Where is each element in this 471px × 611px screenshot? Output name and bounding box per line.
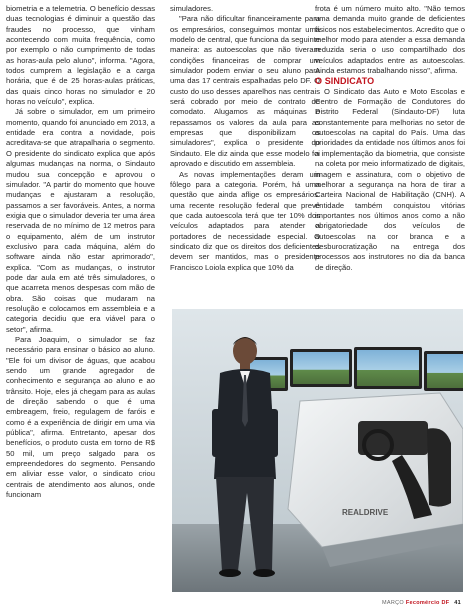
paragraph: simuladores.	[170, 4, 214, 13]
page-footer	[382, 600, 461, 606]
paragraph: Já sobre o simulador, em um primeiro momento, quando foi anunciado em 2013, a entidade era contra a novidade, pois acreditava-se que atrapalharia o segmento. O presidente do sindicato explica que após algumas mudanças na norma, o Sindauto mudou sua concepção e aprovou o simulador. "A partir do momento que houve mudanças e ajustaram a resolução, passamos a ser favoráveis. Antes, a norma exigia que o simulador deveria ter uma área reservada de no mínimo de 12 metros para o equipamento, além de um instrutor exclusivo para cada máquina, além do software ainda não estar aprimorado", explica. "Com as mudanças, o instrutor pode dar aula em até três simuladores, o que acarreta menos despesas com mão de obra. São coisas que mudaram na resolução e colocamos em assembleia e a categoria decidiu que era viável para o setor", afirma.	[6, 107, 155, 334]
paragraph: Para Joaquim, o simulador se faz necessário para ensinar o básico ao aluno. "Ele foi um divisor de águas, que acabou sendo um grande agregador de conhecimento e segurança ao aluno e ao trânsito. Hoje, eles já chegam para as aulas de direção sabendo o que é uma embreagem, freio, regulagem de faróis e como é a experiência de dirigir em uma via pública", afirma. Entretanto, apesar dos benefícios, o produto custa em torno de R$ 50 mil, um preço salgado para os empreendedores do segmento. Pensando em aliviar esse valor, o sindicato criou centrais de atendimento aos alunos, onde funcionam	[6, 335, 155, 500]
paragraph: frota é um número muito alto. "Não temos uma demanda muito grande de deficientes físicos nos estabelecimentos. Acredito que o melhor modo para atender a essa demanda reduzida seria o uso compartilhado dos veículos adaptados entre as autoescolas. Ainda estamos trabalhando nisso", afirma.	[315, 4, 465, 76]
article-photo	[172, 309, 463, 592]
article-column-2	[170, 4, 320, 273]
footer-date: MARÇO	[382, 600, 404, 606]
paragraph: O Sindicato das Auto e Moto Escolas e Centro de Formação de Condutores do Distrito Federal (Sindauto-DF) luta constantemente para melhorias no setor de autoescolas na capital do País. Uma das prioridades da entidade nos últimos anos foi a implementação da biometria, que consiste na coleta por meio informatizado de digitais, imagem e assinatura, com o objetivo de melhorar a segurança na hora de tirar a Carteira Nacional de Habilitação (CNH). A entidade também conquistou vitórias importantes nos últimos anos como a não obrigatoriedade dos veículos de autoescolas na cor branca e a desburocratização na entrega dos processos aos instrutores no dia da banca de direção.	[315, 86, 465, 272]
section-heading: O SINDICATO	[315, 76, 375, 87]
article-column-3	[315, 4, 465, 273]
paragraph: As novas implementações deram um fôlego para a categoria. Porém, há uma questão que ainda aflige os empresários: uma recente resolução federal que prevê que cada autoescola terá que ter 10% dos veículos adaptados para atender a portadores de necessidade especial. O sindicato diz que os direitos dos deficientes devem ser mantidos, mas o presidente Francisco Loiola explica que 10% da	[170, 169, 320, 272]
simulator-brand-label: REALDRIVE	[342, 508, 389, 517]
footer-magazine: Fecomércio DF	[405, 600, 450, 606]
article-column-1	[6, 4, 155, 501]
paragraph: "Para não dificultar financeiramente para os empresários, conseguimos montar uma modelo de central, que funciona da seguinte maneira: as autoescolas que não tiveram condições financeiras de comprar um simulador podem enviar o seu aluno para uma das 17 centrais espalhadas pelo DF. O custo do uso desses aparelhos nas centrais será cobrado por meio de contrato de comodato. Alugamos as máquinas e repassamos os valores da aula para as empresas que disponibilizam os simuladores", explica o presidente do Sindauto. Ele diz ainda que esse modelo foi aprovado e discutido em assembleia.	[170, 14, 320, 169]
paragraph: biometria e a telemetria. O benefício dessas duas tecnologias é diminuir a questão das fraudes no processo, que vinham acontecendo com muita frequência, como por exemplo o não cumprimento de todas as horas-aula pelo aluno", informa. "Agora, todos cumprem a legislação e a carga horária, que é de 25 horas-aulas práticas, das quais cinco horas no simulador e 20 horas no veículo", explica.	[6, 4, 155, 107]
driving-simulator-photo	[172, 309, 463, 592]
page-number: 41	[454, 600, 461, 606]
